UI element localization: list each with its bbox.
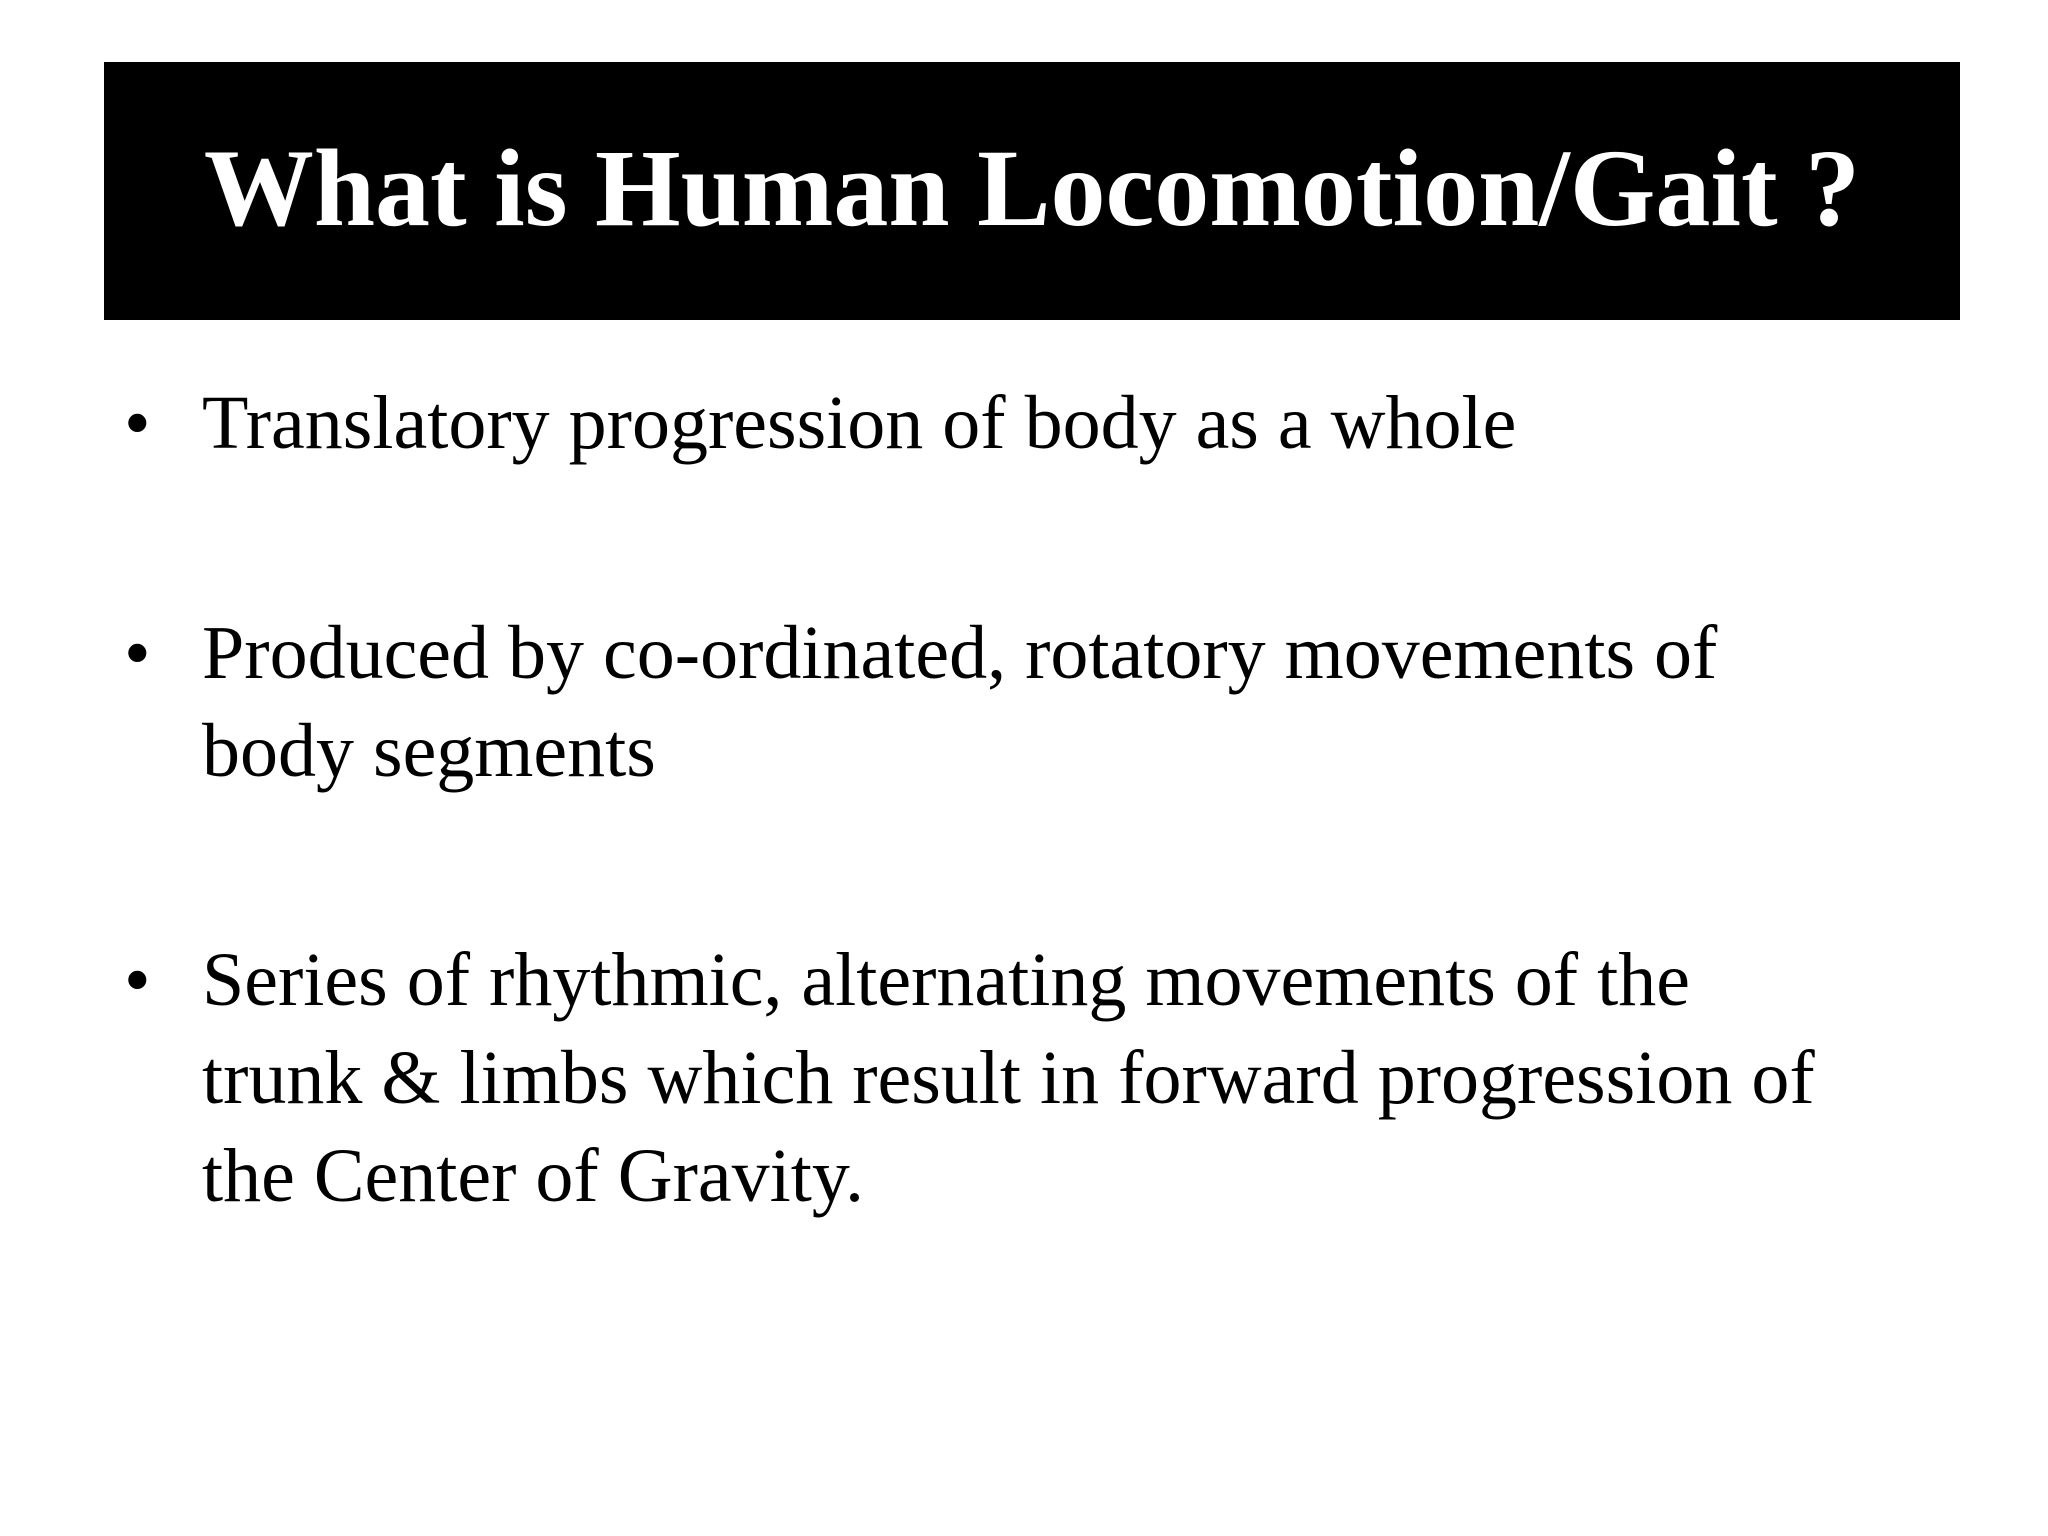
bullet-icon: • [124, 611, 151, 695]
title-bar [104, 62, 1960, 320]
bullet-text-2 [202, 604, 1964, 800]
bullet-line: Translatory progression of body as a whole [202, 381, 1517, 465]
bullet-line: Produced by co-ordinated, rotatory movements of [202, 611, 1718, 695]
bullet-icon: • [124, 381, 151, 465]
bullet-item-1 [124, 374, 1964, 472]
bullet-line: Series of rhythmic, alternating movements of the [202, 938, 1690, 1022]
bullet-line: body segments [202, 709, 656, 793]
bullet-item-3 [124, 931, 1964, 1225]
bullet-line: trunk & limbs which result in forward progression of [202, 1036, 1815, 1120]
slide-title: What is Human Locomotion/Gait ? [203, 127, 1861, 249]
bullet-icon: • [124, 938, 151, 1022]
bullet-text-1 [202, 374, 1964, 472]
bullet-text-3 [202, 931, 1964, 1225]
bullet-line: the Center of Gravity. [202, 1134, 864, 1218]
bullet-item-2 [124, 604, 1964, 800]
